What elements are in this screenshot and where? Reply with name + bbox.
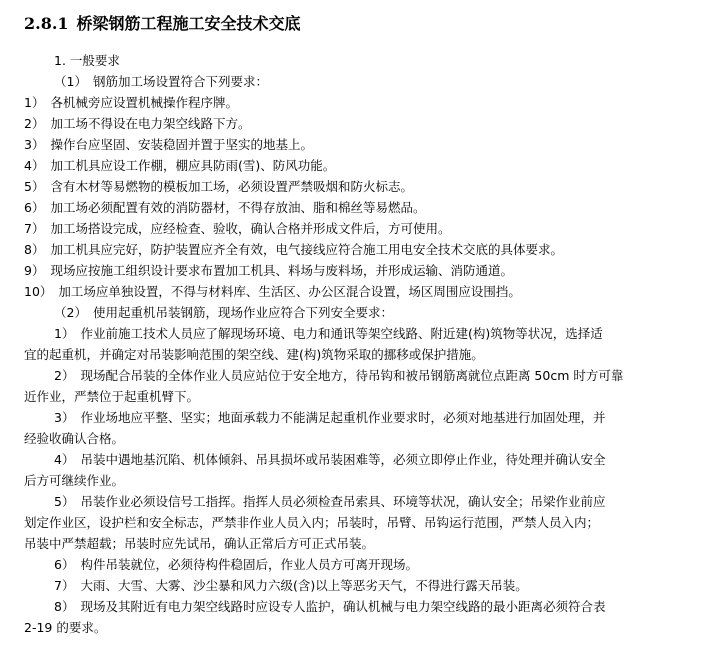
list-item: 6） 构件吊装就位，必须待构件稳固后，作业人员方可离开现场。 bbox=[54, 557, 418, 572]
list-item: 3） 作业场地应平整、坚实；地面承载力不能满足起重机作业要求时，必须对地基进行加固处理，并 bbox=[54, 410, 606, 425]
list-item: 6） 加工场必须配置有效的消防器材，不得存放油、脂和棉丝等易燃品。 bbox=[24, 200, 426, 215]
list-item: 8） 加工机具应完好，防护装置应齐全有效，电气接线应符合施工用电安全技术交底的具体要求。 bbox=[24, 242, 563, 257]
list-item: 10） 加工场应单独设置，不得与材料库、生活区、办公区混合设置，场区周围应设围挡。 bbox=[24, 284, 521, 299]
clause-1-label: （1） bbox=[54, 74, 87, 89]
section-number: 2.8.1 bbox=[24, 14, 69, 33]
general-requirements-heading: 1. 一般要求 bbox=[54, 53, 120, 68]
list-item: 2） 现场配合吊装的全体作业人员应站位于安全地方，待吊钩和被吊钢筋离就位点距离 50cm 时方可靠 bbox=[54, 368, 624, 383]
clause-1-heading bbox=[24, 71, 688, 92]
list-item-continuation: 经验收确认合格。 bbox=[24, 431, 125, 446]
clause-1-text: 钢筋加工场设置符合下列要求： bbox=[92, 74, 268, 89]
list-item-continuation: 吊装中严禁超载；吊装时应先试吊，确认正常后方可正式吊装。 bbox=[24, 536, 375, 551]
list-item: 7） 加工场搭设完成，应经检查、验收，确认合格并形成文件后，方可使用。 bbox=[24, 221, 451, 236]
clause-2-heading bbox=[24, 302, 688, 323]
list-item: 2） 加工场不得设在电力架空线路下方。 bbox=[24, 116, 251, 131]
section-title: 桥梁钢筋工程施工安全技术交底 bbox=[76, 14, 301, 33]
list-item: 1） 各机械旁应设置机械操作程序牌。 bbox=[24, 95, 238, 110]
list-item-continuation: 近作业，严禁位于起重机臂下。 bbox=[24, 389, 200, 404]
list-item-continuation: 宜的起重机，并确定对吊装影响范围的架空线、建(构)筑物采取的挪移或保护措施。 bbox=[24, 347, 484, 362]
list-item: 1） 作业前施工技术人员应了解现场环境、电力和通讯等架空线路、附近建(构)筑物等状况，选择适 bbox=[54, 326, 603, 341]
list-item-continuation: 后方可继续作业。 bbox=[24, 473, 125, 488]
section-heading bbox=[24, 11, 301, 34]
document-body bbox=[24, 50, 688, 638]
list-item: 9） 现场应按施工组织设计要求布置加工机具、料场与废料场，并形成运输、消防通道。 bbox=[24, 263, 513, 278]
list-item: 4） 吊装中遇地基沉陷、机体倾斜、吊具损坏或吊装困难等，必须立即停止作业，待处理并确认安全 bbox=[54, 452, 606, 467]
list-item: 3） 操作台应坚固、安装稳固并置于坚实的地基上。 bbox=[24, 137, 313, 152]
list-item: 7） 大雨、大雪、大雾、沙尘暴和风力六级(含)以上等恶劣天气，不得进行露天吊装。 bbox=[54, 578, 528, 593]
list-item: 4） 加工机具应设工作棚，棚应具防雨(雪)、防风功能。 bbox=[24, 158, 336, 173]
list-item: 5） 含有木材等易燃物的模板加工场，必须设置严禁吸烟和防火标志。 bbox=[24, 179, 413, 194]
list-item: 8） 现场及其附近有电力架空线路时应设专人监护，确认机械与电力架空线路的最小距离必须符合表 bbox=[54, 599, 606, 614]
list-item: 5） 吊装作业必须设信号工指挥。指挥人员必须检查吊索具、环境等状况，确认安全；吊梁作业前应 bbox=[54, 494, 606, 509]
clause-2-text: 使用起重机吊装钢筋，现场作业应符合下列安全要求： bbox=[92, 305, 393, 320]
list-item-continuation: 2-19 的要求。 bbox=[24, 620, 107, 635]
list-item-continuation: 划定作业区，设护栏和安全标志，严禁非作业人员入内；吊装时，吊臂、吊钩运行范围，严禁人员入内； bbox=[24, 515, 600, 530]
clause-2-label: （2） bbox=[54, 305, 87, 320]
